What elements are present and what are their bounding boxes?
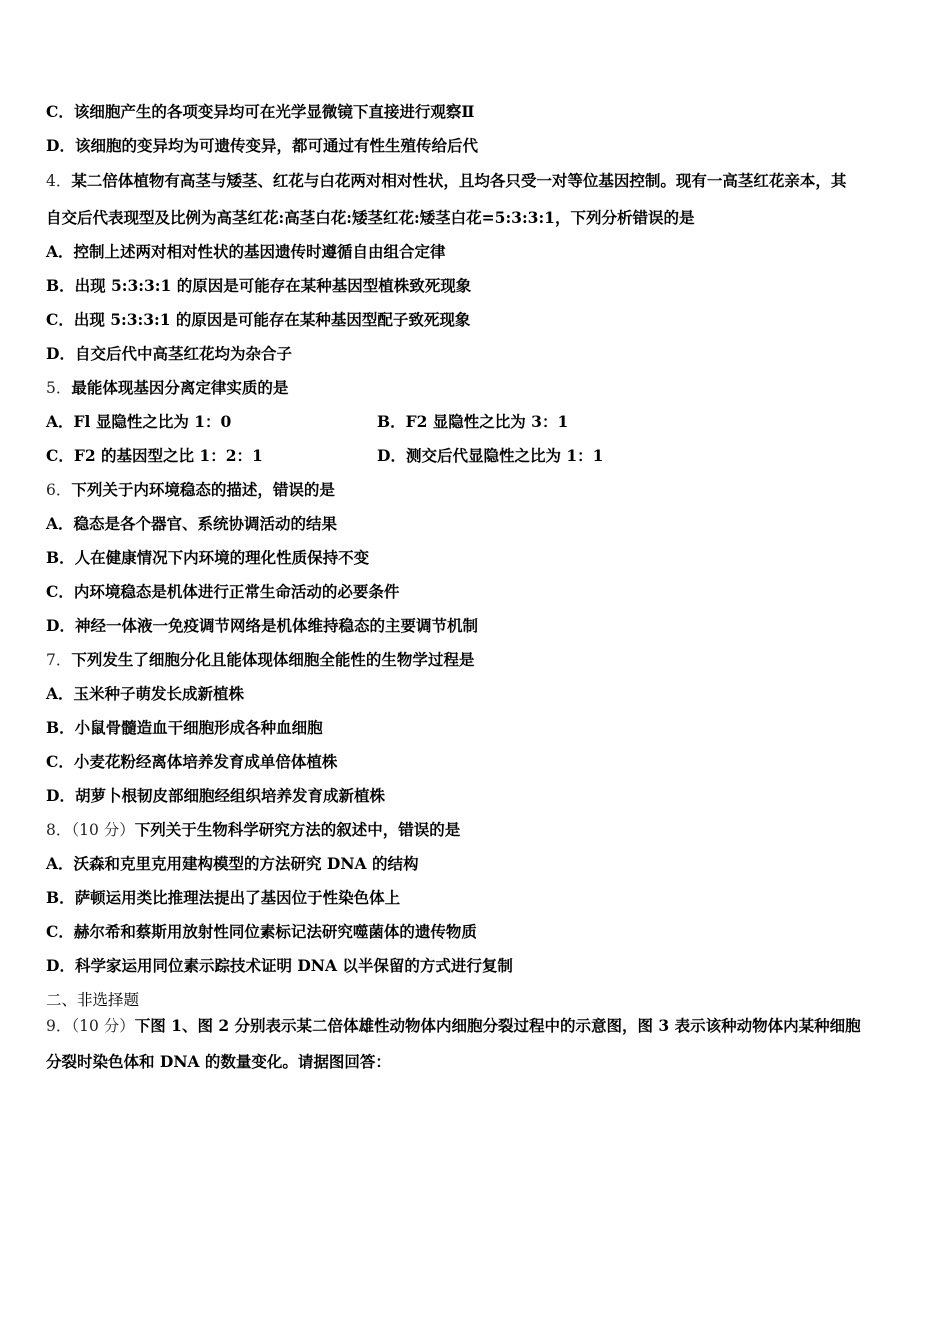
question-9-stem-cont: 分裂时染色体和 DNA 的数量变化。请据图回答： (46, 1052, 391, 1071)
question-7 (46, 650, 474, 670)
section-heading-nonchoice: 二、非选择题 (46, 991, 140, 1009)
question-8-stem: 下列关于生物科学研究方法的叙述中，错误的是 (134, 820, 461, 839)
question-4-option-d: D．自交后代中高茎红花均为杂合子 (46, 344, 292, 363)
question-5-stem: 最能体现基因分离定律实质的是 (71, 378, 289, 397)
question-6-number: 6． (46, 481, 72, 499)
question-9-stem: 下图 1、图 2 分别表示某二倍体雄性动物体内细胞分裂过程中的示意图，图 3 表示该种动物体内某种细胞 (134, 1016, 861, 1035)
question-7-option-c: C．小麦花粉经离体培养发育成单倍体植株 (46, 752, 338, 771)
question-4-stem: 某二倍体植物有高茎与矮茎、红花与白花两对相对性状，且均各只受一对等位基因控制。现有一高茎红花亲本，其 (71, 171, 847, 190)
question-6-option-d: D．神经一体液一免疫调节网络是机体维持稳态的主要调节机制 (46, 616, 478, 635)
question-8 (46, 820, 460, 840)
question-8-option-c: C．赫尔希和蔡斯用放射性同位素标记法研究噬菌体的遗传物质 (46, 922, 477, 941)
question-4-number: 4． (46, 172, 72, 190)
question-4-option-c: C．出现 5:3:3:1 的原因是可能存在某种基因型配子致死现象 (46, 310, 471, 329)
question-7-option-b: B．小鼠骨髓造血干细胞形成各种血细胞 (46, 718, 323, 737)
question-4-stem-cont: 自交后代表现型及比例为高茎红花:高茎白花:矮茎红花:矮茎白花=5:3:3:1，下列分析错误的是 (46, 208, 695, 227)
question-7-option-d: D．胡萝卜根韧皮部细胞经组织培养发育成新植株 (46, 786, 385, 805)
question-7-option-a: A．玉米种子萌发长成新植株 (46, 684, 245, 703)
question-5 (46, 378, 288, 398)
question-6-option-c: C．内环境稳态是机体进行正常生命活动的必要条件 (46, 582, 400, 601)
question-6 (46, 480, 335, 500)
question-8-option-a: A．沃森和克里克用建构模型的方法研究 DNA 的结构 (46, 854, 419, 873)
question-6-option-a: A．稳态是各个器官、系统协调活动的结果 (46, 514, 338, 533)
question-8-option-b: B．萨顿运用类比推理法提出了基因位于性染色体上 (46, 888, 401, 907)
question-7-number: 7． (46, 651, 72, 669)
question-6-option-b: B．人在健康情况下内环境的理化性质保持不变 (46, 548, 370, 567)
question-8-number: 8．（10 分） (46, 821, 135, 839)
question-9-number: 9．（10 分） (46, 1017, 135, 1035)
question-7-stem: 下列发生了细胞分化且能体现体细胞全能性的生物学过程是 (71, 650, 475, 669)
question-9 (46, 1016, 861, 1036)
question-4-option-b: B．出现 5:3:3:1 的原因是可能存在某种基因型植株致死现象 (46, 276, 472, 295)
question-5-number: 5． (46, 379, 72, 397)
question-5-option-d: D．测交后代显隐性之比为 1：1 (377, 446, 604, 465)
question-8-option-d: D．科学家运用同位素示踪技术证明 DNA 以半保留的方式进行复制 (46, 956, 513, 975)
option-c-prev: C．该细胞产生的各项变异均可在光学显微镜下直接进行观察Ⅱ (46, 102, 475, 121)
question-5-option-c: C．F2 的基因型之比 1：2：1 (46, 446, 263, 465)
question-6-stem: 下列关于内环境稳态的描述，错误的是 (71, 480, 335, 499)
question-5-option-b: B．F2 显隐性之比为 3：1 (377, 412, 569, 431)
question-5-option-a: A．Fl 显隐性之比为 1：0 (46, 412, 232, 431)
question-4 (46, 171, 846, 191)
question-4-option-a: A．控制上述两对相对性状的基因遗传时遵循自由组合定律 (46, 242, 446, 261)
option-d-prev: D．该细胞的变异均为可遗传变异，都可通过有性生殖传给后代 (46, 136, 478, 155)
